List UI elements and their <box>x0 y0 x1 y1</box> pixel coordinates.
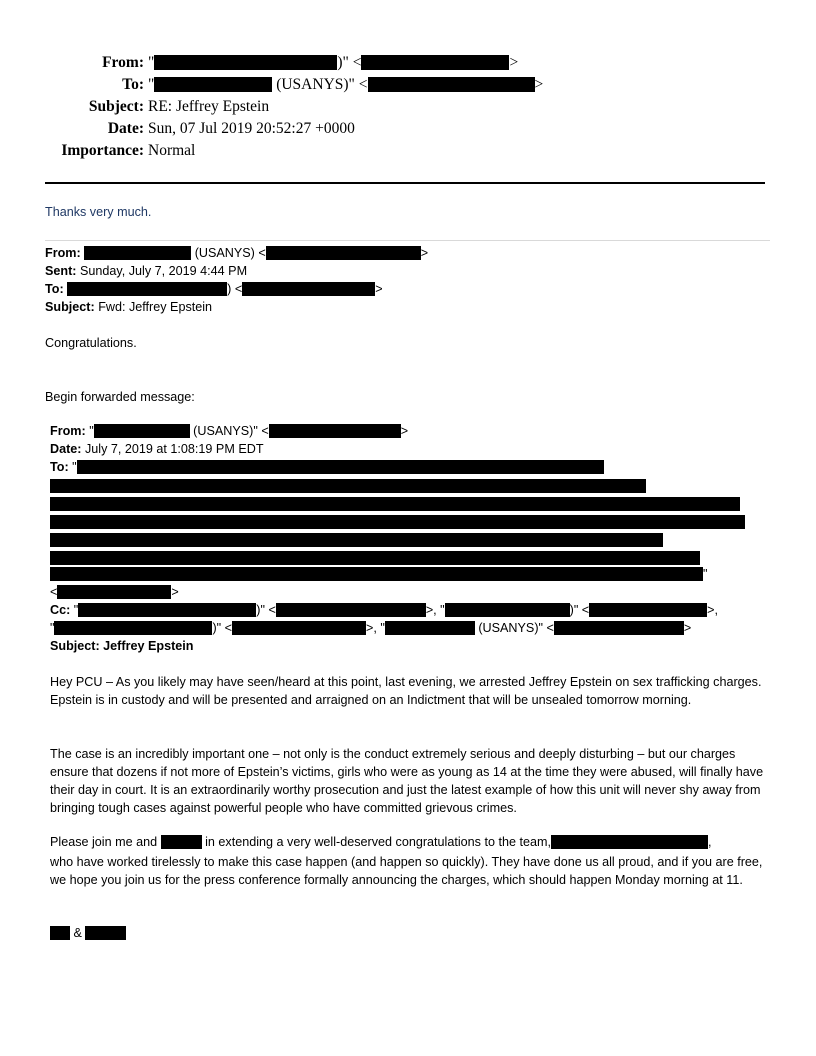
redaction-box <box>266 246 421 260</box>
redaction-box <box>84 246 191 260</box>
forward2-cc-label: Cc: <box>50 603 71 617</box>
quote: " <box>89 424 94 438</box>
header-date-label: Date: <box>107 120 144 137</box>
redaction-box <box>78 603 256 617</box>
cc-sep: (USANYS)" < <box>478 621 554 635</box>
header-divider <box>45 182 765 184</box>
quote: " <box>72 460 77 474</box>
forward2-to-email-row <box>50 585 179 599</box>
redaction-box <box>50 551 700 565</box>
forward1-to-row <box>45 282 383 296</box>
bracket: > <box>400 424 409 438</box>
quote: " <box>148 54 155 71</box>
redaction-box <box>50 479 646 493</box>
redaction-box <box>67 282 227 296</box>
forward2-to-last-row <box>50 567 707 581</box>
redaction-box <box>269 424 401 438</box>
forward1-from-label: From: <box>45 246 81 260</box>
redaction-box <box>77 460 604 474</box>
p3-part-c: , <box>707 835 712 849</box>
header-to-mid: (USANYS)" < <box>276 76 368 93</box>
redaction-box <box>445 603 570 617</box>
cc-sep: >, <box>707 603 719 617</box>
forward1-sent-label: Sent: <box>45 264 77 278</box>
header-to-row <box>0 76 816 96</box>
redaction-box <box>242 282 375 296</box>
cc-sep: >, " <box>425 603 445 617</box>
redaction-box <box>554 621 684 635</box>
redaction-box <box>385 621 475 635</box>
header-date-row <box>0 120 816 140</box>
redaction-box <box>368 77 535 92</box>
forward2-to-label: To: <box>50 460 69 474</box>
forward1-to-mid: ) < <box>227 282 243 296</box>
bracket: > <box>420 246 429 260</box>
header-date-value: Sun, 07 Jul 2019 20:52:27 +0000 <box>148 120 355 137</box>
bracket: < <box>50 585 58 599</box>
forward2-date-value: July 7, 2019 at 1:08:19 PM EDT <box>85 442 264 456</box>
forward2-date-row <box>50 442 264 456</box>
forward2-date-label: Date: <box>50 442 82 456</box>
redaction-box <box>57 585 171 599</box>
cc-sep: )" < <box>256 603 276 617</box>
forward1-from-row <box>45 246 428 260</box>
forward2-cc-row-2 <box>50 621 691 635</box>
header-from-mid: )" < <box>337 54 362 71</box>
bracket: > <box>534 76 544 93</box>
redaction-box <box>154 55 337 70</box>
header-importance-label: Importance: <box>61 142 144 159</box>
header-from-row <box>0 54 816 74</box>
forward2-from-label: From: <box>50 424 86 438</box>
bracket: > <box>509 54 519 71</box>
forward1-subject-value: Fwd: Jeffrey Epstein <box>98 300 213 314</box>
p3-part-a: Please join me and <box>50 835 158 849</box>
forward2-cc-row <box>50 603 718 617</box>
quote: " <box>148 76 155 93</box>
p3-part-b: in extending a very well-deserved congratulations to the team, <box>205 835 551 849</box>
header-to-label: To: <box>122 76 144 93</box>
bracket: > <box>375 282 383 296</box>
header-subject-label: Subject: <box>88 98 144 115</box>
reply-text: Thanks very much. <box>45 205 152 219</box>
redaction-box <box>161 835 202 849</box>
redaction-box <box>50 497 740 511</box>
signature <box>50 926 126 940</box>
begin-forwarded-text: Begin forwarded message: <box>45 390 195 404</box>
redaction-box <box>50 567 703 581</box>
message-paragraph-3-rest: who have worked tirelessly to make this case happen (and happen so quickly). They have done us all proud, and if you are free, we hope you join us for the press conference formally announcing the charges, which should happen Monday morning at 11. <box>50 855 763 887</box>
quote: " <box>703 567 708 581</box>
quote: " <box>50 621 55 635</box>
redaction-box <box>232 621 366 635</box>
redaction-box <box>50 515 745 529</box>
cc-sep: >, " <box>366 621 385 635</box>
signature-ampersand: & <box>73 926 82 940</box>
forward1-subject-row <box>45 300 212 314</box>
header-importance-row <box>0 142 816 162</box>
forward2-from-mid: (USANYS)" < <box>193 424 269 438</box>
redaction-box <box>551 835 708 849</box>
forward2-from-row <box>50 424 408 438</box>
redaction-box <box>589 603 707 617</box>
redaction-box <box>361 55 509 70</box>
forward1-to-label: To: <box>45 282 64 296</box>
message-paragraph-2: The case is an incredibly important one – not only is the conduct extremely serious and deeply disturbing – but our charges ensure that dozens if not more of Epstein’s victims, girls who were as young as 14 at the time they were abused, will finally have their day in court. It is an extraordinarily worthy prosecution and just the latest example of how this unit will never shy away from bringing tough cases against powerful people who have committed grievous crimes. <box>50 747 764 815</box>
header-subject-value: RE: Jeffrey Epstein <box>148 98 270 115</box>
cc-sep: )" < <box>569 603 590 617</box>
forward2-subject-row <box>50 639 193 653</box>
message-paragraph-1: Hey PCU – As you likely may have seen/heard at this point, last evening, we arrested Jeffrey Epstein on sex trafficking charges. Epstein is in custody and will be presented and arraigned on an Indictment that will be unsealed tomorrow morning. <box>50 675 762 707</box>
forward1-sent-value: Sunday, July 7, 2019 4:44 PM <box>79 264 248 278</box>
forward1-from-mid: (USANYS) < <box>194 246 266 260</box>
header-subject-row <box>0 98 816 118</box>
header-importance-value: Normal <box>148 142 196 159</box>
forward1-sent-row <box>45 264 247 278</box>
redaction-box <box>94 424 190 438</box>
redaction-box <box>154 77 272 92</box>
forward1-subject-label: Subject: <box>45 300 95 314</box>
redaction-box <box>54 621 212 635</box>
forward2-subject: Subject: Jeffrey Epstein <box>50 639 194 653</box>
bracket: > <box>683 621 692 635</box>
bracket: > <box>171 585 179 599</box>
cc-sep: )" < <box>212 621 233 635</box>
forward2-to-row <box>50 460 604 474</box>
redaction-box <box>50 533 663 547</box>
redaction-box <box>50 926 70 940</box>
reply-divider <box>45 240 770 241</box>
header-from-label: From: <box>102 54 144 71</box>
forward1-body: Congratulations. <box>45 336 137 350</box>
redaction-box <box>85 926 126 940</box>
redaction-box <box>276 603 426 617</box>
quote: " <box>73 603 79 617</box>
message-paragraph-3-line-1 <box>50 835 711 849</box>
